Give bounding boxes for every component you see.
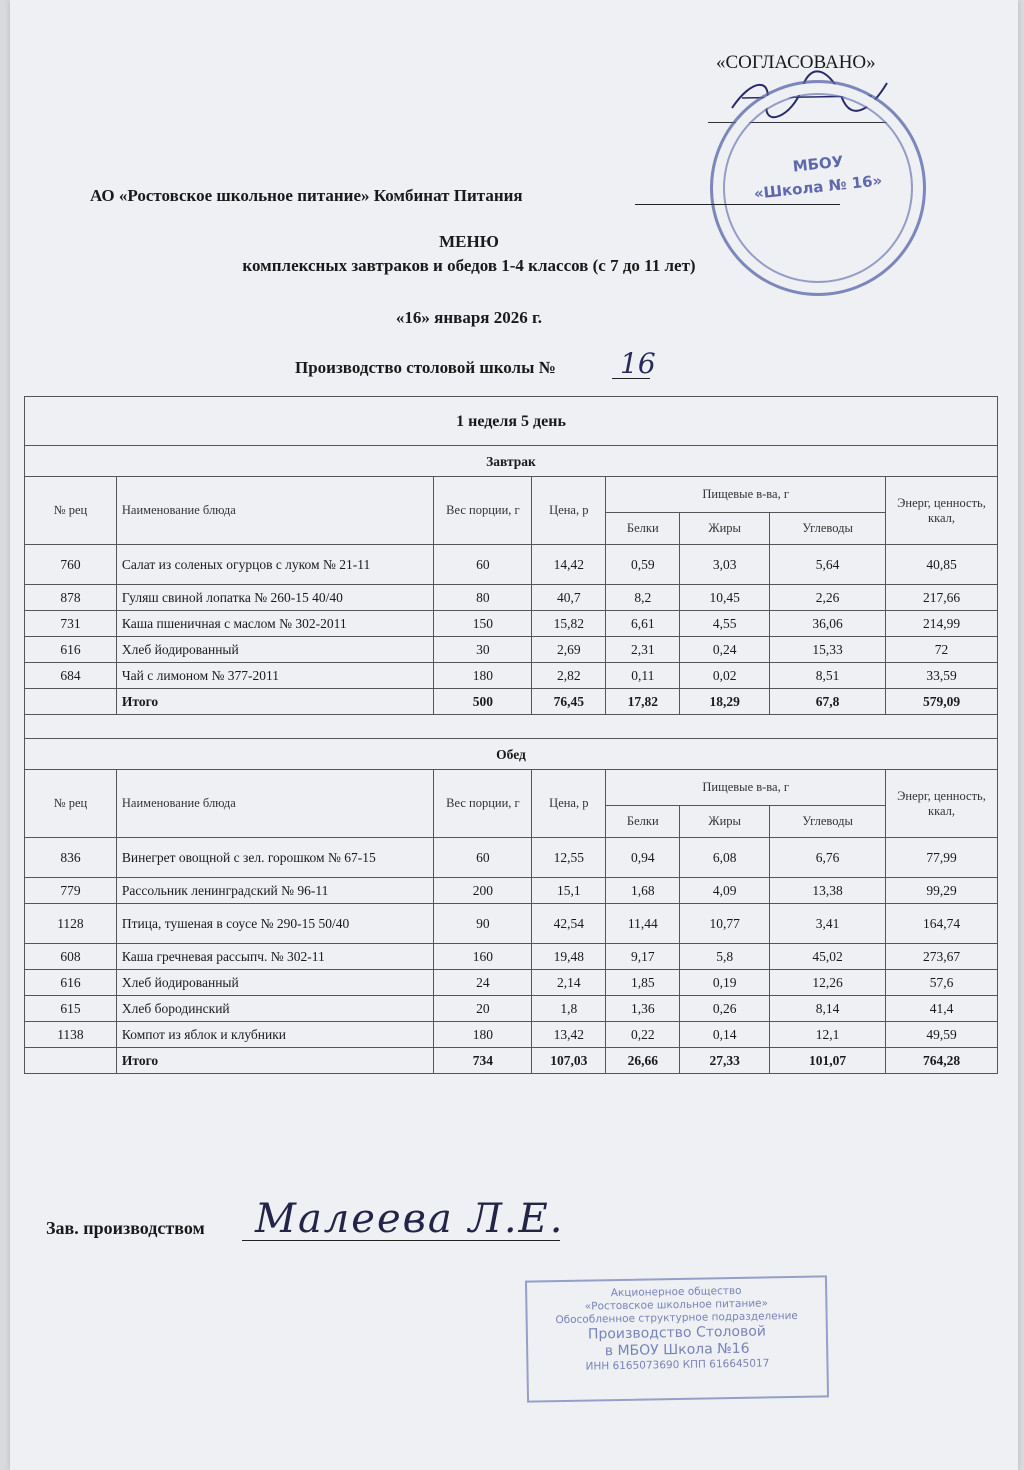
cell-rec: 760 [25, 545, 117, 585]
cell-carbs: 36,06 [770, 611, 886, 637]
table-row [25, 996, 998, 1022]
cell-rec: 608 [25, 944, 117, 970]
total-carbs: 67,8 [770, 689, 886, 715]
cell-name: Гуляш свиной лопатка № 260-15 40/40 [116, 585, 434, 611]
cell-price: 13,42 [532, 1022, 606, 1048]
cell-weight: 24 [434, 970, 532, 996]
cell-empty [25, 1048, 117, 1074]
week-day-header: 1 неделя 5 день [25, 397, 998, 446]
cell-carbs: 13,38 [770, 878, 886, 904]
menu-table [24, 396, 998, 1074]
cell-energy: 77,99 [886, 838, 998, 878]
cell-protein: 6,61 [606, 611, 680, 637]
cell-rec: 731 [25, 611, 117, 637]
cell-weight: 180 [434, 1022, 532, 1048]
cell-energy: 164,74 [886, 904, 998, 944]
stamp-text-6: ИНН 6165073690 КПП 616645017 [585, 1357, 770, 1373]
cell-energy: 49,59 [886, 1022, 998, 1048]
breakfast-section-row [25, 446, 998, 477]
table-row [25, 1022, 998, 1048]
cell-weight: 180 [434, 663, 532, 689]
cell-rec: 878 [25, 585, 117, 611]
cell-protein: 1,85 [606, 970, 680, 996]
col-nutrients: Пищевые в-ва, г [606, 477, 886, 513]
col-rec: № рец [25, 770, 117, 838]
stamp-text-4: Производство Столовой [587, 1323, 767, 1343]
cell-energy: 217,66 [886, 585, 998, 611]
cell-energy: 41,4 [886, 996, 998, 1022]
cell-carbs: 12,26 [770, 970, 886, 996]
manager-signature: Малеева Л.Е. [255, 1196, 565, 1242]
cell-rec: 1128 [25, 904, 117, 944]
cell-price: 19,48 [532, 944, 606, 970]
col-fat: Жиры [680, 513, 770, 545]
cell-fat: 4,55 [680, 611, 770, 637]
cell-fat: 10,77 [680, 904, 770, 944]
cell-energy: 57,6 [886, 970, 998, 996]
cell-protein: 0,94 [606, 838, 680, 878]
total-weight: 734 [434, 1048, 532, 1074]
col-fat: Жиры [680, 806, 770, 838]
cell-protein: 1,68 [606, 878, 680, 904]
total-label: Итого [116, 689, 434, 715]
col-energy: Энерг, ценность, ккал, [886, 770, 998, 838]
total-label: Итого [116, 1048, 434, 1074]
cell-price: 15,1 [532, 878, 606, 904]
cell-price: 1,8 [532, 996, 606, 1022]
cell-weight: 150 [434, 611, 532, 637]
cell-price: 42,54 [532, 904, 606, 944]
cell-price: 40,7 [532, 585, 606, 611]
cell-name: Рассольник ленинградский № 96-11 [116, 878, 434, 904]
cell-weight: 160 [434, 944, 532, 970]
cell-rec: 836 [25, 838, 117, 878]
cell-rec: 615 [25, 996, 117, 1022]
total-price: 107,03 [532, 1048, 606, 1074]
total-fat: 18,29 [680, 689, 770, 715]
cell-weight: 90 [434, 904, 532, 944]
cell-price: 2,14 [532, 970, 606, 996]
col-price: Цена, р [532, 770, 606, 838]
total-carbs: 101,07 [770, 1048, 886, 1074]
cell-rec: 616 [25, 637, 117, 663]
table-row [25, 637, 998, 663]
stamp-text-5: в МБОУ Школа №16 [604, 1340, 750, 1360]
cell-name: Птица, тушеная в соусе № 290-15 50/40 [116, 904, 434, 944]
table-row [25, 944, 998, 970]
lunch-section-title: Обед [25, 739, 998, 770]
table-row [25, 838, 998, 878]
manager-label: Зав. производством [46, 1218, 205, 1238]
cell-carbs: 6,76 [770, 838, 886, 878]
cell-fat: 0,26 [680, 996, 770, 1022]
cell-carbs: 8,51 [770, 663, 886, 689]
cell-protein: 11,44 [606, 904, 680, 944]
cell-protein: 0,22 [606, 1022, 680, 1048]
total-fat: 27,33 [680, 1048, 770, 1074]
breakfast-section-title: Завтрак [25, 446, 998, 477]
cell-carbs: 5,64 [770, 545, 886, 585]
table-row [25, 585, 998, 611]
cell-carbs: 2,26 [770, 585, 886, 611]
school-number-line [612, 378, 650, 379]
cell-price: 2,82 [532, 663, 606, 689]
cell-name: Хлеб йодированный [116, 970, 434, 996]
cell-weight: 30 [434, 637, 532, 663]
cell-name: Хлеб бородинский [116, 996, 434, 1022]
cell-price: 12,55 [532, 838, 606, 878]
production-label: Производство столовой школы № [295, 358, 556, 377]
table-row [25, 904, 998, 944]
stamp-text-1: Акционерное общество [610, 1284, 742, 1300]
cell-fat: 10,45 [680, 585, 770, 611]
company-line [635, 204, 840, 205]
cell-weight: 80 [434, 585, 532, 611]
total-protein: 17,82 [606, 689, 680, 715]
total-protein: 26,66 [606, 1048, 680, 1074]
col-name: Наименование блюда [116, 477, 434, 545]
cell-energy: 40,85 [886, 545, 998, 585]
col-carbs: Углеводы [770, 513, 886, 545]
cell-carbs: 12,1 [770, 1022, 886, 1048]
gap-cell [25, 715, 998, 739]
cell-energy: 72 [886, 637, 998, 663]
cell-name: Каша пшеничная с маслом № 302-2011 [116, 611, 434, 637]
cell-rec: 684 [25, 663, 117, 689]
menu-date: «16» января 2026 г. [395, 308, 543, 327]
cell-empty [25, 689, 117, 715]
cell-name: Каша гречневая рассыпч. № 302-11 [116, 944, 434, 970]
company-name: АО «Ростовское школьное питание» Комбинат Питания [90, 186, 523, 205]
cell-carbs: 15,33 [770, 637, 886, 663]
cell-protein: 9,17 [606, 944, 680, 970]
cell-fat: 0,14 [680, 1022, 770, 1048]
col-rec: № рец [25, 477, 117, 545]
cell-protein: 8,2 [606, 585, 680, 611]
cell-fat: 3,03 [680, 545, 770, 585]
cell-energy: 33,59 [886, 663, 998, 689]
cell-fat: 0,24 [680, 637, 770, 663]
column-header-row [25, 477, 998, 513]
col-nutrients: Пищевые в-ва, г [606, 770, 886, 806]
table-row [25, 611, 998, 637]
cell-name: Хлеб йодированный [116, 637, 434, 663]
cell-fat: 5,8 [680, 944, 770, 970]
cell-price: 2,69 [532, 637, 606, 663]
cell-protein: 0,59 [606, 545, 680, 585]
total-row [25, 689, 998, 715]
table-row [25, 878, 998, 904]
cell-weight: 60 [434, 838, 532, 878]
total-price: 76,45 [532, 689, 606, 715]
total-energy: 579,09 [886, 689, 998, 715]
cell-price: 14,42 [532, 545, 606, 585]
cell-weight: 200 [434, 878, 532, 904]
cell-carbs: 3,41 [770, 904, 886, 944]
col-weight: Вес порции, г [434, 770, 532, 838]
cell-fat: 0,19 [680, 970, 770, 996]
cell-rec: 616 [25, 970, 117, 996]
cell-weight: 60 [434, 545, 532, 585]
cell-energy: 99,29 [886, 878, 998, 904]
col-protein: Белки [606, 513, 680, 545]
cell-name: Чай с лимоном № 377-2011 [116, 663, 434, 689]
cell-rec: 779 [25, 878, 117, 904]
table-row [25, 663, 998, 689]
school-number: 16 [620, 347, 656, 380]
col-price: Цена, р [532, 477, 606, 545]
cell-name: Винегрет овощной с зел. горошком № 67-15 [116, 838, 434, 878]
cell-name: Салат из соленых огурцов с луком № 21-11 [116, 545, 434, 585]
lunch-section-row [25, 739, 998, 770]
cell-carbs: 8,14 [770, 996, 886, 1022]
table-row [25, 970, 998, 996]
cell-fat: 0,02 [680, 663, 770, 689]
cell-name: Компот из яблок и клубники [116, 1022, 434, 1048]
document-sheet [10, 0, 1018, 1470]
cell-energy: 273,67 [886, 944, 998, 970]
menu-title: МЕНЮ [439, 232, 499, 251]
table-row [25, 545, 998, 585]
cell-fat: 4,09 [680, 878, 770, 904]
cell-protein: 0,11 [606, 663, 680, 689]
total-row [25, 1048, 998, 1074]
col-name: Наименование блюда [116, 770, 434, 838]
col-energy: Энерг, ценность, ккал, [886, 477, 998, 545]
stamp-line-2: «Школа № 16» [752, 171, 884, 203]
stamp-text-2: «Ростовское школьное питание» [584, 1297, 769, 1313]
approval-label: «СОГЛАСОВАНО» [716, 52, 876, 73]
col-protein: Белки [606, 806, 680, 838]
production-stamp [525, 1275, 829, 1402]
section-gap-row [25, 715, 998, 739]
col-carbs: Углеводы [770, 806, 886, 838]
cell-carbs: 45,02 [770, 944, 886, 970]
cell-rec: 1138 [25, 1022, 117, 1048]
column-header-row [25, 770, 998, 806]
cell-price: 15,82 [532, 611, 606, 637]
total-energy: 764,28 [886, 1048, 998, 1074]
stamp-text-3: Обособленное структурное подразделение [555, 1309, 798, 1327]
menu-subtitle: комплексных завтраков и обедов 1-4 классов (с 7 до 11 лет) [242, 256, 696, 275]
cell-protein: 1,36 [606, 996, 680, 1022]
cell-protein: 2,31 [606, 637, 680, 663]
col-weight: Вес порции, г [434, 477, 532, 545]
stamp-line-1: МБОУ [791, 152, 845, 176]
cell-weight: 20 [434, 996, 532, 1022]
cell-energy: 214,99 [886, 611, 998, 637]
total-weight: 500 [434, 689, 532, 715]
cell-fat: 6,08 [680, 838, 770, 878]
